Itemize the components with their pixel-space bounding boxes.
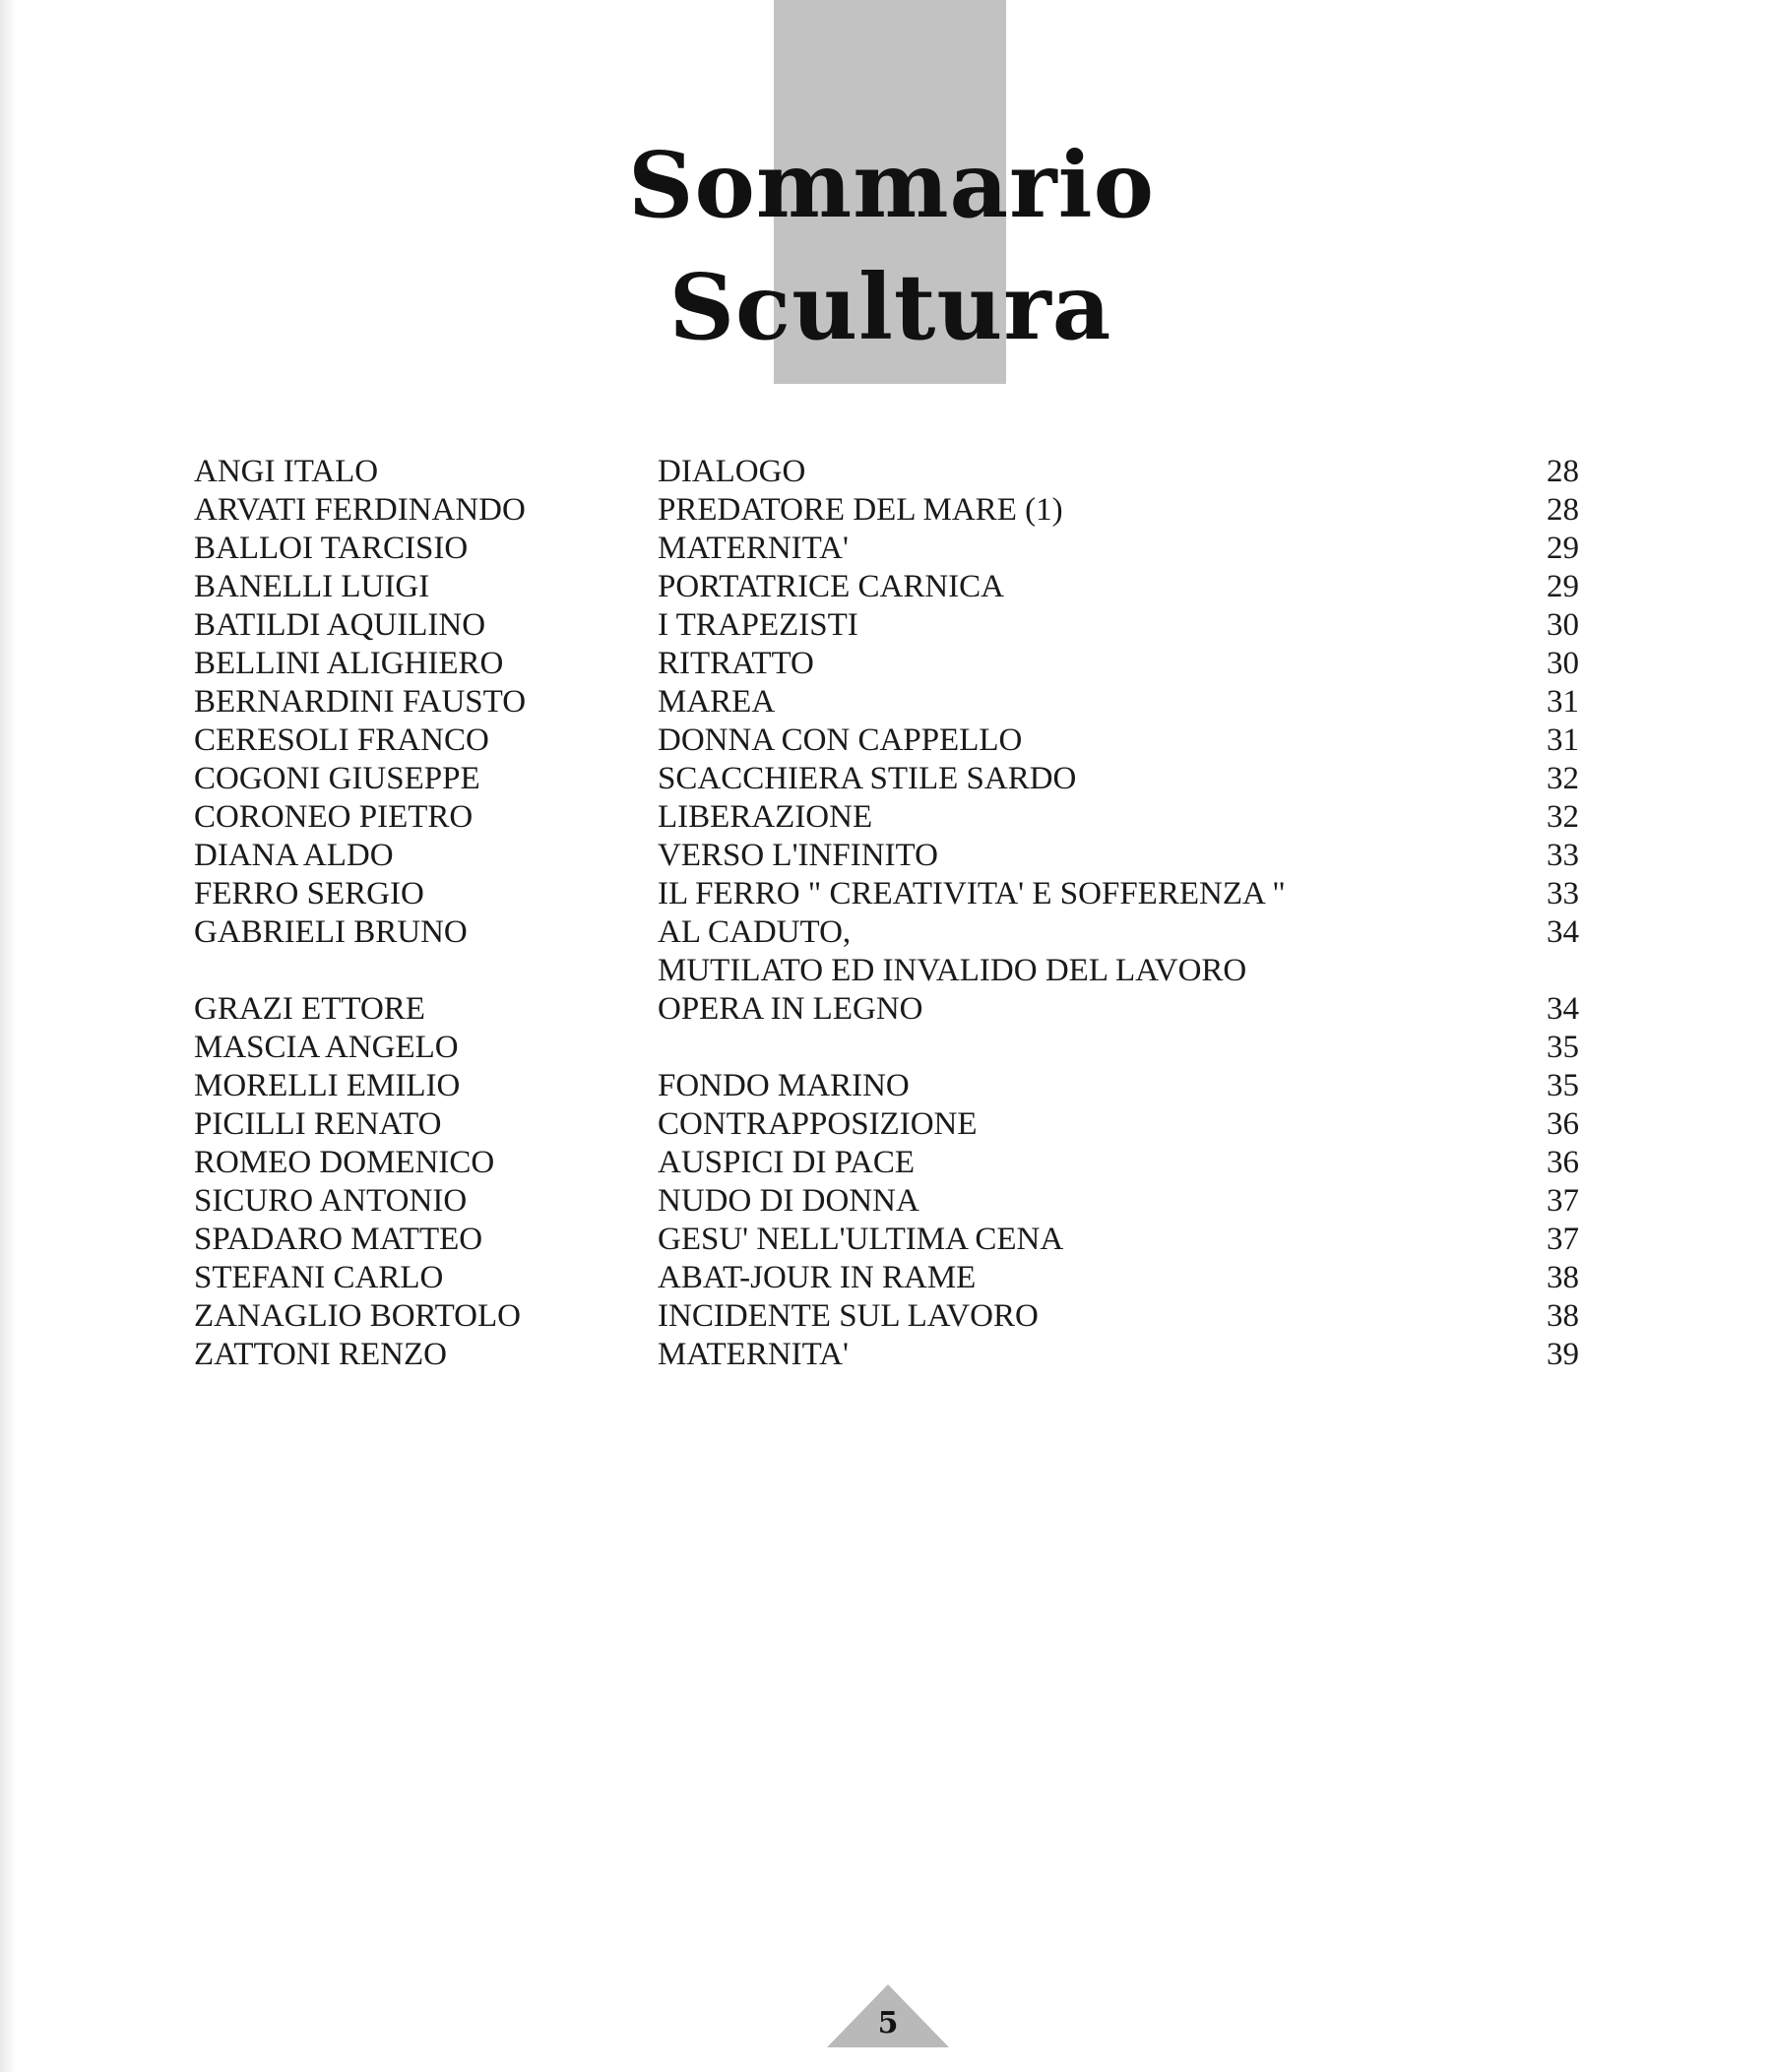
page-ref: 36 — [1547, 1145, 1579, 1180]
toc-row — [0, 798, 1773, 837]
page-ref: 32 — [1547, 799, 1579, 835]
toc-row — [0, 568, 1773, 606]
work-title: AL CADUTO, — [658, 914, 852, 950]
toc-row — [0, 913, 1773, 952]
toc-row — [0, 760, 1773, 798]
page-ref: 30 — [1547, 607, 1579, 643]
artist-name: ANGI ITALO — [194, 454, 379, 489]
artist-name: GABRIELI BRUNO — [194, 914, 468, 950]
artist-name: PICILLI RENATO — [194, 1106, 442, 1142]
toc-row — [0, 990, 1773, 1029]
toc-row — [0, 1336, 1773, 1374]
toc-row — [0, 491, 1773, 530]
toc-row — [0, 1067, 1773, 1105]
work-title: RITRATTO — [658, 646, 814, 681]
page-ref: 37 — [1547, 1222, 1579, 1257]
toc-row — [0, 837, 1773, 875]
work-title: IL FERRO " CREATIVITA' E SOFFERENZA " — [658, 876, 1286, 911]
toc-row — [0, 1144, 1773, 1182]
artist-name: MORELLI EMILIO — [194, 1068, 461, 1103]
toc-row — [0, 875, 1773, 913]
toc-row — [0, 1221, 1773, 1259]
artist-name: CORONEO PIETRO — [194, 799, 474, 835]
work-title: MAREA — [658, 684, 776, 720]
artist-name: CERESOLI FRANCO — [194, 722, 489, 758]
toc-row — [0, 1259, 1773, 1297]
work-title: PREDATORE DEL MARE (1) — [658, 492, 1063, 528]
artist-name: STEFANI CARLO — [194, 1260, 444, 1295]
page-ref: 35 — [1547, 1030, 1579, 1065]
work-title: MUTILATO ED INVALIDO DEL LAVORO — [658, 953, 1247, 988]
artist-name: MASCIA ANGELO — [194, 1030, 459, 1065]
work-title: INCIDENTE SUL LAVORO — [658, 1298, 1039, 1334]
artist-name: BALLOI TARCISIO — [194, 531, 469, 566]
page-ref: 34 — [1547, 914, 1579, 950]
toc-row — [0, 683, 1773, 722]
work-title: VERSO L'INFINITO — [658, 838, 938, 873]
work-title: FONDO MARINO — [658, 1068, 910, 1103]
page-ref: 31 — [1547, 722, 1579, 758]
work-title: DONNA CON CAPPELLO — [658, 722, 1023, 758]
artist-name: DIANA ALDO — [194, 838, 394, 873]
work-title: MATERNITA' — [658, 531, 849, 566]
toc-row — [0, 1105, 1773, 1144]
artist-name: GRAZI ETTORE — [194, 991, 425, 1027]
work-title: DIALOGO — [658, 454, 806, 489]
page-title-line-2: Scultura — [668, 254, 1112, 360]
page-ref: 39 — [1547, 1337, 1579, 1372]
work-title: OPERA IN LEGNO — [658, 991, 923, 1027]
toc-row — [0, 952, 1773, 990]
page-ref: 28 — [1547, 454, 1579, 489]
artist-name: FERRO SERGIO — [194, 876, 424, 911]
artist-name: ROMEO DOMENICO — [194, 1145, 495, 1180]
work-title: GESU' NELL'ULTIMA CENA — [658, 1222, 1064, 1257]
work-title: CONTRAPPOSIZIONE — [658, 1106, 978, 1142]
toc-row — [0, 1182, 1773, 1221]
work-title: PORTATRICE CARNICA — [658, 569, 1004, 604]
artist-name: BERNARDINI FAUSTO — [194, 684, 527, 720]
page-ref: 29 — [1547, 569, 1579, 604]
page-ref: 38 — [1547, 1298, 1579, 1334]
artist-name: ZATTONI RENZO — [194, 1337, 447, 1372]
toc-row — [0, 1029, 1773, 1067]
toc-row — [0, 1297, 1773, 1336]
work-title: ABAT-JOUR IN RAME — [658, 1260, 977, 1295]
page-title-line-1: Sommario — [628, 132, 1155, 238]
page-ref: 33 — [1547, 876, 1579, 911]
page-ref: 38 — [1547, 1260, 1579, 1295]
page-ref: 28 — [1547, 492, 1579, 528]
artist-name: SICURO ANTONIO — [194, 1183, 468, 1219]
toc-row — [0, 453, 1773, 491]
toc-row — [0, 606, 1773, 645]
toc-row — [0, 645, 1773, 683]
artist-name: BELLINI ALIGHIERO — [194, 646, 504, 681]
work-title: SCACCHIERA STILE SARDO — [658, 761, 1077, 796]
toc-row — [0, 722, 1773, 760]
artist-name: COGONI GIUSEPPE — [194, 761, 480, 796]
page-number-tab — [827, 1984, 949, 2047]
work-title: AUSPICI DI PACE — [658, 1145, 916, 1180]
page-ref: 35 — [1547, 1068, 1579, 1103]
artist-name: BATILDI AQUILINO — [194, 607, 486, 643]
artist-name: BANELLI LUIGI — [194, 569, 430, 604]
page-ref: 31 — [1547, 684, 1579, 720]
page-ref: 36 — [1547, 1106, 1579, 1142]
page-ref: 30 — [1547, 646, 1579, 681]
artist-name: ARVATI FERDINANDO — [194, 492, 526, 528]
artist-name: SPADARO MATTEO — [194, 1222, 483, 1257]
page-ref: 29 — [1547, 531, 1579, 566]
work-title: I TRAPEZISTI — [658, 607, 858, 643]
work-title: LIBERAZIONE — [658, 799, 873, 835]
work-title: NUDO DI DONNA — [658, 1183, 919, 1219]
page-ref: 37 — [1547, 1183, 1579, 1219]
toc-row — [0, 530, 1773, 568]
page-number: 5 — [877, 2006, 899, 2041]
page-ref: 32 — [1547, 761, 1579, 796]
artist-name: ZANAGLIO BORTOLO — [194, 1298, 521, 1334]
page-ref: 33 — [1547, 838, 1579, 873]
page-ref: 34 — [1547, 991, 1579, 1027]
work-title: MATERNITA' — [658, 1337, 849, 1372]
